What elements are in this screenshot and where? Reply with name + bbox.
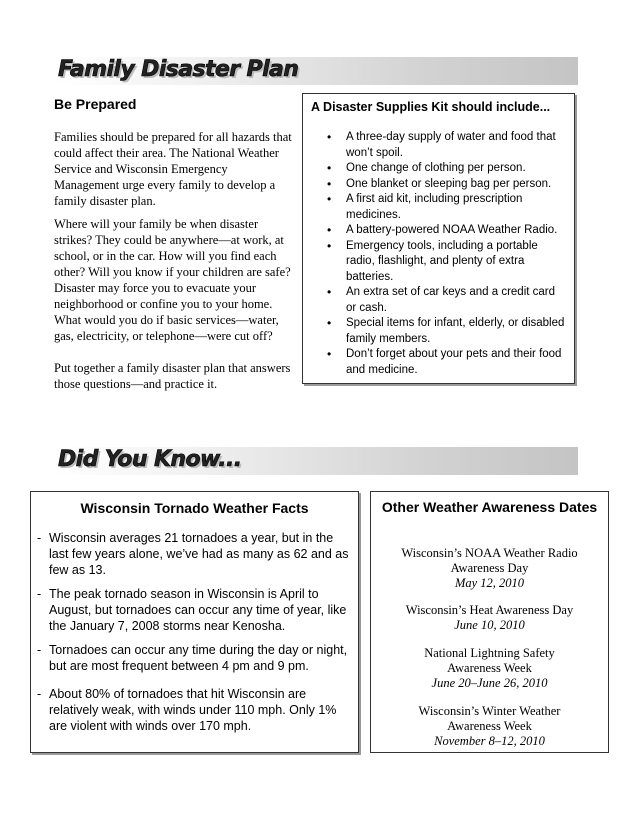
event-name: National Lightning Safety Awareness Week	[424, 646, 555, 675]
awareness-event	[371, 646, 608, 691]
supplies-kit-heading: A Disaster Supplies Kit should include...	[311, 100, 551, 114]
awareness-event	[371, 704, 608, 749]
supplies-list	[303, 130, 565, 378]
event-date: November 8–12, 2010	[434, 734, 545, 748]
tornado-fact-text: The peak tornado season in Wisconsin is April to August, but tornadoes can occur any time of year, like the January 7, 2008 storms near Kenosha.	[49, 587, 347, 633]
awareness-dates-box	[370, 491, 609, 753]
event-date: May 12, 2010	[454, 576, 525, 590]
fact-dash: -	[37, 687, 42, 701]
supply-item-clothing: • One change of clothing per person.	[303, 161, 565, 177]
event-name: Wisconsin’s Heat Awareness Day	[405, 603, 574, 617]
plan-paragraph: Put together a family disaster plan that answers those questions—and practice it.	[54, 361, 291, 391]
fact-dash: -	[37, 643, 42, 657]
tornado-fact	[37, 586, 355, 634]
awareness-event	[371, 546, 608, 591]
tornado-fact	[37, 642, 355, 674]
family-disaster-plan-banner	[54, 57, 578, 85]
tornado-facts-heading: Wisconsin Tornado Weather Facts	[80, 500, 309, 516]
fact-dash: -	[37, 587, 42, 601]
supplies-kit-box	[302, 93, 575, 384]
tornado-fact-text: Wisconsin averages 21 tornadoes a year, but in the last few years alone, we’ve had as many as 62 and as few as 13.	[49, 531, 349, 577]
supply-item-emergency-tools: • Emergency tools, including a portable radio, flashlight, and plenty of extra batteries.	[303, 239, 565, 286]
awareness-event	[371, 603, 608, 633]
supply-item-first-aid: • A first aid kit, including prescription medicines.	[303, 192, 565, 223]
questions-paragraph: Where will your family be when disaster strikes? They could be anywhere—at work, at school, or in the car. How will you find each other? Will you know if your children are safe? Disaster may force you to evacuate your neighborhood or confine you to your home. What would you do if basic services—water, gas, electricity, or telephone—were cut off?	[54, 217, 291, 343]
did-you-know-title: Did You Know...	[58, 447, 242, 472]
awareness-dates-heading: Other Weather Awareness Dates	[381, 499, 598, 515]
event-name: Wisconsin’s NOAA Weather Radio Awareness Day	[401, 546, 578, 575]
supply-item-blanket: • One blanket or sleeping bag per person.	[303, 177, 565, 193]
fact-dash: -	[37, 531, 42, 545]
tornado-fact-text: Tornadoes can occur any time during the day or night, but are most frequent between 4 pm and 9 pm.	[49, 643, 348, 673]
tornado-fact	[37, 686, 355, 734]
event-name: Wisconsin’s Winter Weather Awareness Week	[418, 704, 561, 733]
event-date: June 10, 2010	[454, 618, 525, 632]
event-date: June 20–June 26, 2010	[431, 676, 548, 690]
tornado-fact	[37, 530, 355, 578]
be-prepared-heading: Be Prepared	[54, 96, 137, 112]
family-disaster-plan-title: Family Disaster Plan	[58, 57, 299, 82]
tornado-fact-text: About 80% of tornadoes that hit Wisconsin are relatively weak, with winds under 110 mph. Only 1% are violent with winds over 170 mph.	[49, 687, 337, 733]
supply-item-water-food: • A three-day supply of water and food that won’t spoil.	[303, 130, 565, 161]
supply-item-car-keys: • An extra set of car keys and a credit card or cash.	[303, 285, 565, 316]
intro-paragraph: Families should be prepared for all hazards that could affect their area. The National Weather Service and Wisconsin Emergency Management urge every family to develop a family disaster plan.	[54, 130, 292, 208]
supply-item-special-items: • Special items for infant, elderly, or disabled family members.	[303, 316, 565, 347]
did-you-know-banner	[54, 447, 578, 475]
supply-item-weather-radio: • A battery-powered NOAA Weather Radio.	[303, 223, 565, 239]
tornado-facts-box	[30, 491, 359, 753]
supply-item-pets: • Don’t forget about your pets and their food and medicine.	[303, 347, 565, 378]
